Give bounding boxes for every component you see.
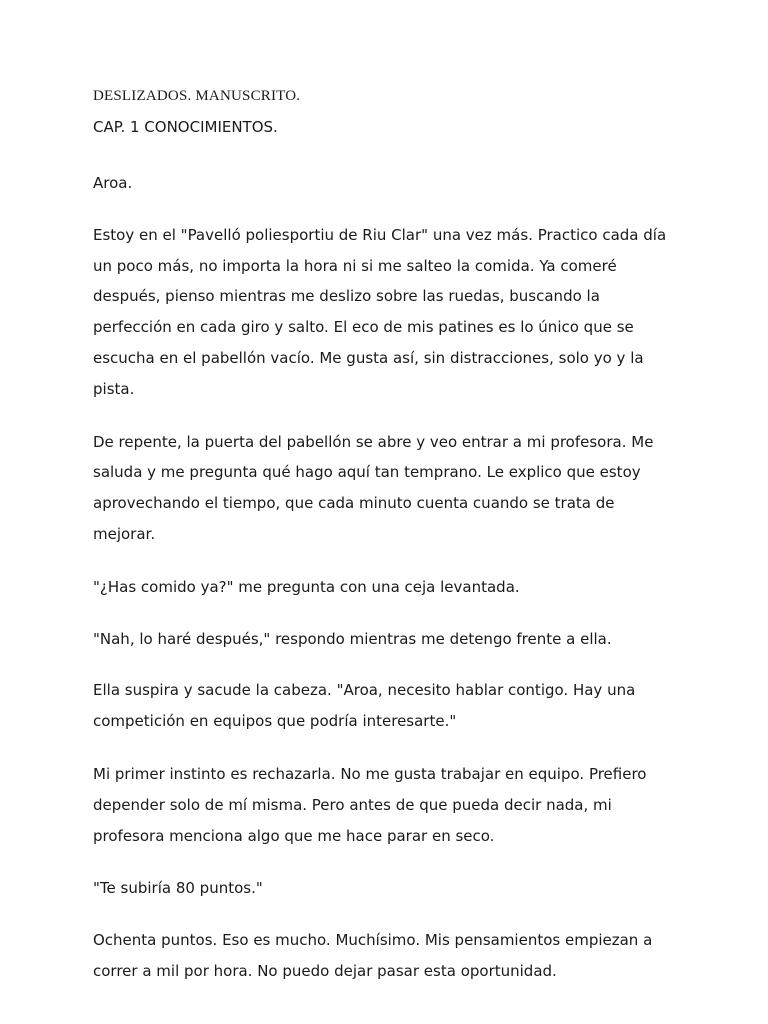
paragraph: Ella suspira y sacude la cabeza. "Aroa, necesito hablar contigo. Hay una competición en equipos que podría interesarte." (93, 681, 636, 731)
paragraph: Mi primer instinto es rechazarla. No me gusta trabajar en equipo. Prefiero depender solo de mí misma. Pero antes de que pueda decir nada, mi profesora menciona algo que me hace parar en seco. (93, 764, 647, 845)
document-body (93, 86, 678, 1009)
chapter-heading: CAP. 1 CONOCIMIENTOS. (93, 118, 278, 136)
paragraph: "¿Has comido ya?" me pregunta con una ceja levantada. (93, 577, 520, 596)
paragraph: Ochenta puntos. Eso es mucho. Muchísimo. Mis pensamientos empiezan a correr a mil por hora. No puedo dejar pasar esta oportunidad. (93, 931, 653, 980)
paragraph: De repente, la puerta del pabellón se abre y veo entrar a mi profesora. Me saluda y me pregunta qué hago aquí tan temprano. Le explico que estoy aprovechando el tiempo, que cada minuto cuenta cuando se trata de mejorar. (93, 432, 654, 543)
paragraph-speaker: Aroa. (93, 174, 133, 192)
paragraph: "Te subiría 80 puntos." (93, 879, 263, 898)
paragraph: "Nah, lo haré después," respondo mientras me detengo frente a ella. (93, 629, 612, 648)
document-title: DESLIZADOS. MANUSCRITO. (93, 88, 301, 104)
paragraph: Estoy en el "Pavelló poliesportiu de Riu Clar" una vez más. Practico cada día un poco más, no importa la hora ni si me salteo la comida. Ya comeré después, pienso mientras me deslizo sobre las ruedas, buscando la perfección en cada giro y salto. El eco de mis patines es lo único que se escucha en el pabellón vacío. Me gusta así, sin distracciones, solo yo y la pista. (93, 225, 667, 398)
